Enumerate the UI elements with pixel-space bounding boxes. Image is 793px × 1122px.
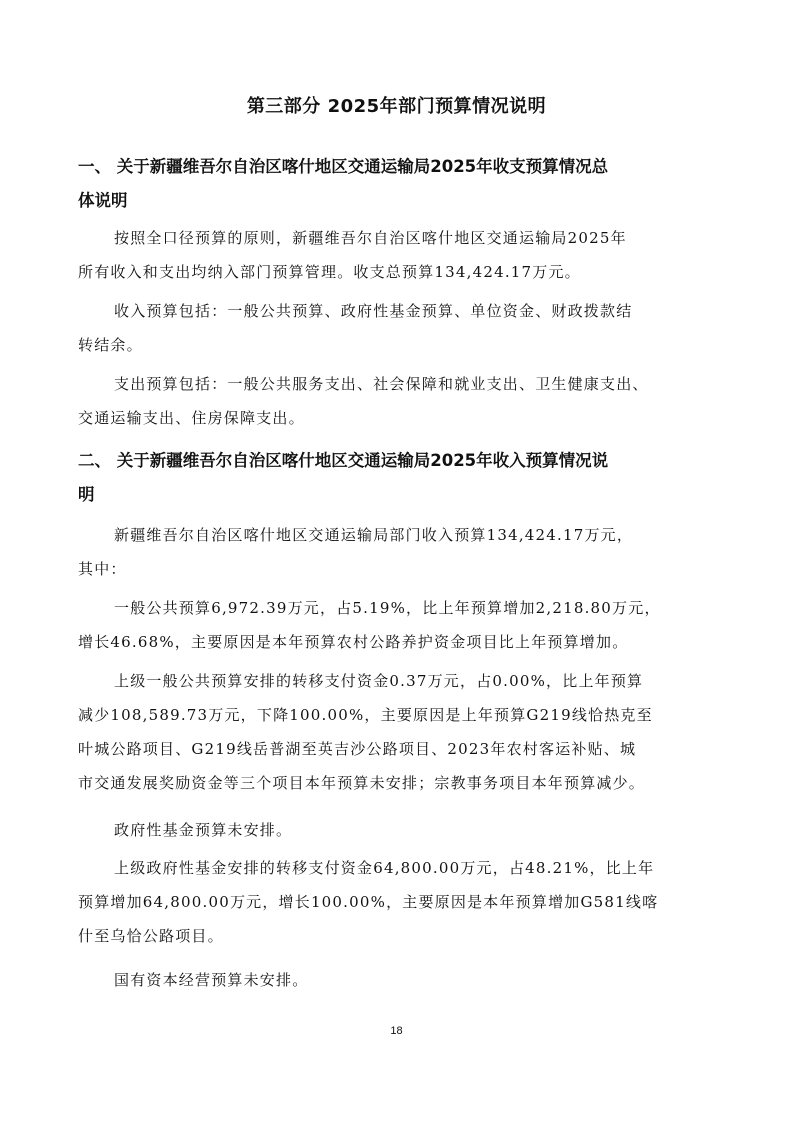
paragraph-transfer-fund	[78, 851, 718, 953]
heading-line: 明	[78, 485, 95, 504]
heading-line: 体说明	[78, 191, 128, 210]
paragraph-line: 其中：	[78, 560, 127, 578]
paragraph-line: 上级一般公共预算安排的转移支付资金0.37万元，占0.00%，比上年预算	[114, 672, 644, 690]
paragraph-line: 所有收入和支出均纳入部门预算管理。收支总预算134,424.17万元。	[78, 263, 581, 281]
paragraph-line: 增长46.68%，主要原因是本年预算农村公路养护资金项目比上年预算增加。	[78, 633, 629, 651]
paragraph-fund-budget	[78, 813, 718, 847]
paragraph-line: 什至乌恰公路项目。	[78, 927, 224, 945]
paragraph-line: 交通运输支出、住房保障支出。	[78, 409, 305, 427]
section-2-heading	[78, 444, 718, 512]
paragraph-line: 新疆维吾尔自治区喀什地区交通运输局部门收入预算134,424.17万元，	[114, 526, 634, 544]
paragraph-transfer-general	[78, 664, 718, 800]
paragraph-line: 国有资本经营预算未安排。	[114, 971, 309, 989]
page-title: 第三部分 2025年部门预算情况说明	[246, 96, 547, 117]
paragraph-line: 减少108,589.73万元，下降100.00%，主要原因是上年预算G219线恰热克至	[78, 706, 653, 724]
paragraph-state-capital	[78, 963, 718, 997]
page-number: 18	[390, 1025, 403, 1037]
paragraph-income-total	[78, 518, 718, 586]
paragraph-expense-items	[78, 367, 718, 435]
paragraph-total-budget	[78, 221, 718, 289]
heading-line: 一、 关于新疆维吾尔自治区喀什地区交通运输局2025年收支预算情况总	[78, 157, 609, 176]
heading-line: 二、 关于新疆维吾尔自治区喀什地区交通运输局2025年收入预算情况说	[78, 451, 609, 470]
paragraph-line: 一般公共预算6,972.39万元，占5.19%，比上年预算增加2,218.80万元，	[114, 599, 661, 617]
paragraph-line: 上级政府性基金安排的转移支付资金64,800.00万元，占48.21%，比上年	[114, 859, 655, 877]
paragraph-line: 预算增加64,800.00万元，增长100.00%，主要原因是本年预算增加G581线喀	[78, 893, 659, 911]
paragraph-line: 叶城公路项目、G219线岳普湖至英吉沙公路项目、2023年农村客运补贴、城	[78, 740, 637, 758]
paragraph-general-budget	[78, 591, 718, 659]
paragraph-line: 市交通发展奖励资金等三个项目本年预算未安排；宗教事务项目本年预算减少。	[78, 774, 646, 792]
paragraph-line: 支出预算包括：一般公共服务支出、社会保障和就业支出、卫生健康支出、	[114, 375, 649, 393]
paragraph-line: 政府性基金预算未安排。	[114, 821, 293, 839]
paragraph-line: 收入预算包括：一般公共预算、政府性基金预算、单位资金、财政拨款结	[114, 302, 633, 320]
section-1-heading	[78, 150, 718, 218]
paragraph-income-items	[78, 294, 718, 362]
paragraph-line: 按照全口径预算的原则，新疆维吾尔自治区喀什地区交通运输局2025年	[114, 229, 627, 247]
paragraph-line: 转结余。	[78, 336, 143, 354]
